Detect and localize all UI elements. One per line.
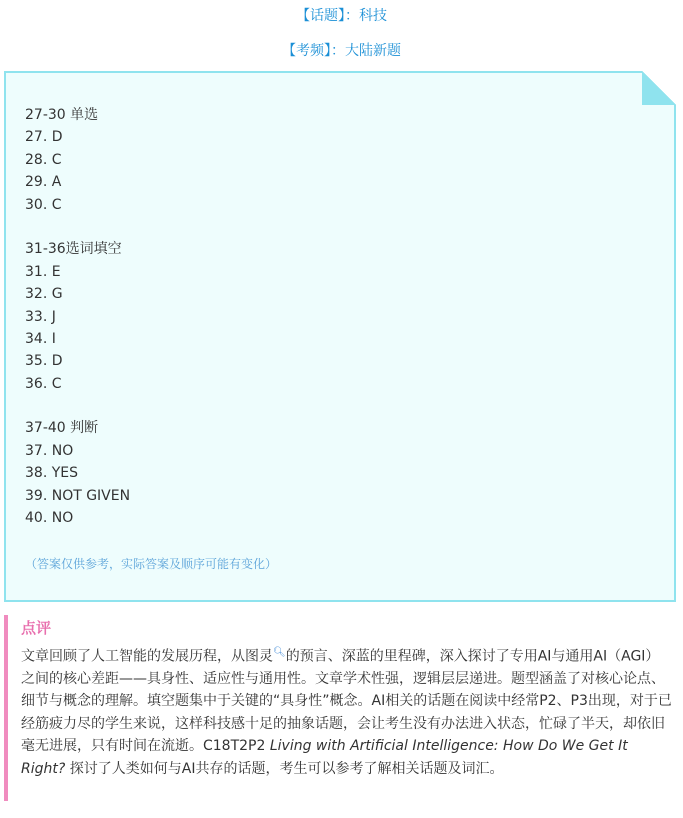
folded-corner-icon [642,71,676,105]
comment-text-part3: 探讨了人类如何与AI共存的话题，考生可以参考了解相关话题及词汇。 [65,760,504,777]
turing-link[interactable]: 图灵 [245,648,273,665]
answer-row: 27. D [25,129,63,146]
comment-text-part2: 的预言、深蓝的里程碑，深入探讨了专用AI与通用AI（AGI）之间的核心差距——具身性、适应性与通用性。文章学术性强，逻辑层层递进。题型涵盖了对核心论点、细节与概念的理解。填空题集中于关键的“具身性”概念。AI相关的话题在阅读中经常P2、P3出现，对于已经筋疲力尽的学生来说，这样科技感十足的抽象话题，会让考生没有办法进入状态，忙碌了半天，却依旧毫无进展，只有时间在流逝。C18T2P2 [21,648,672,755]
answer-row: 39. NOT GIVEN [25,487,131,504]
frequency-value: ：大陆新题 [331,43,401,59]
answer-row: 28. C [25,151,62,168]
comment-section [4,615,676,801]
search-icon[interactable]: 🔍︎ [273,647,286,658]
topic-value: ：科技 [345,8,387,24]
topic-key: 【话题】 [296,8,345,24]
answer-row: 27-30 单选 [25,107,99,123]
answer-note: （答案仅供参考，实际答案及顺序可能有变化） [25,557,278,571]
answer-row: 35. D [25,353,63,370]
answer-row: 32. G [25,286,63,303]
answer-row: 37. NO [25,442,74,459]
answer-spacer [25,216,130,238]
reference-article-title: Living with Artificial Intelligence: How Do We Get It Right? [21,738,628,777]
answer-box [4,71,676,602]
answer-row: 38. YES [25,465,78,482]
frequency-line [0,40,683,60]
answer-row: 29. A [25,174,62,191]
comment-title: 点评 [21,619,52,637]
answer-row: 33. J [25,308,56,325]
answer-row: 36. C [25,375,62,392]
answer-spacer [25,395,130,417]
answer-row: 31-36选词填空 [25,241,122,258]
answer-row: 37-40 判断 [25,420,99,437]
answer-row: 30. C [25,196,62,213]
answer-row: 40. NO [25,510,74,527]
answer-list [25,104,130,529]
answer-row: 31. E [25,263,61,280]
frequency-key: 【考频】 [282,43,331,59]
answer-row: 34. I [25,330,56,347]
comment-text-part1: 文章回顾了人工智能的发展历程，从 [21,648,245,665]
comment-text [21,642,673,780]
topic-line [0,5,683,25]
